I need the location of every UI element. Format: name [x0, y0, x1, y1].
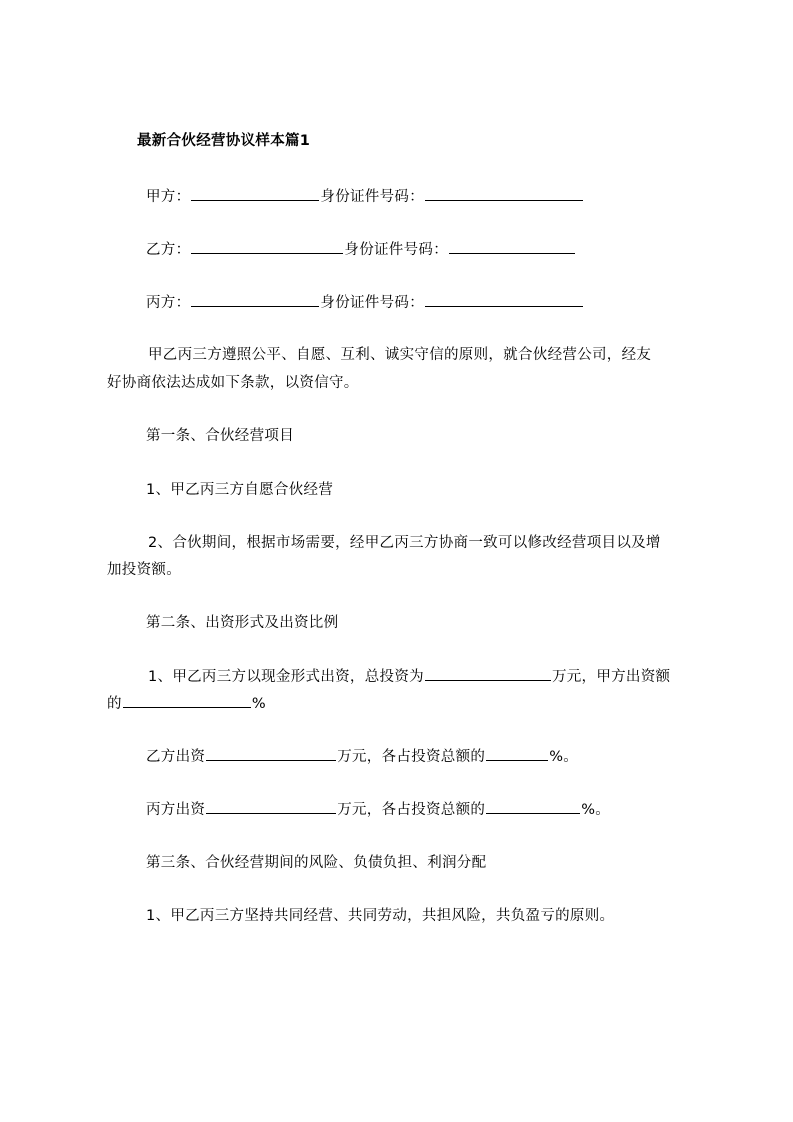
- party-a-name-blank[interactable]: [191, 186, 319, 201]
- party-b-label: 乙方：: [146, 242, 191, 258]
- article-1-item-1: 1、甲乙丙三方自愿合伙经营: [146, 482, 334, 498]
- article-2-item-1-line-1: [148, 666, 670, 687]
- party-a-id-label: 身份证件号码：: [320, 189, 425, 205]
- intro-line-1: 甲乙丙三方遵照公平、自愿、互利、诚实守信的原则，就合伙经营公司，经友: [148, 347, 652, 363]
- party-b-investment-suffix: %。: [549, 749, 579, 765]
- party-c-id-label: 身份证件号码：: [320, 295, 425, 311]
- article-1-heading: 第一条、合伙经营项目: [146, 428, 294, 444]
- article-2-heading: 第二条、出资形式及出资比例: [146, 615, 339, 631]
- article-3-item-1: 1、甲乙丙三方坚持共同经营、共同劳动，共担风险，共负盈亏的原则。: [146, 908, 615, 924]
- party-a-id-blank[interactable]: [425, 186, 583, 201]
- party-b-id-label: 身份证件号码：: [344, 242, 449, 258]
- party-a-line: [146, 186, 584, 207]
- party-b-name-blank[interactable]: [191, 239, 343, 254]
- total-investment-blank[interactable]: [425, 666, 551, 681]
- party-b-id-blank[interactable]: [449, 239, 575, 254]
- article-1-item-2-line-1: 2、合伙期间，根据市场需要，经甲乙丙三方协商一致可以修改经营项目以及增: [148, 535, 661, 551]
- party-a-label: 甲方：: [146, 189, 191, 205]
- party-c-investment-line: [146, 799, 610, 820]
- party-c-investment-suffix: %。: [581, 802, 611, 818]
- article-1-item-2-line-2: 加投资额。: [107, 562, 181, 578]
- party-a-share-percent: %: [251, 696, 266, 712]
- party-c-investment-mid: 万元，各占投资总额的: [337, 802, 486, 818]
- document-title: 最新合伙经营协议样本篇1: [137, 133, 311, 149]
- party-c-name-blank[interactable]: [191, 292, 319, 307]
- party-b-investment-line: [146, 746, 578, 767]
- party-c-label: 丙方：: [146, 295, 191, 311]
- party-c-line: [146, 292, 584, 313]
- article-2-item-1-line-2: [107, 693, 266, 714]
- party-c-percent-blank[interactable]: [486, 799, 580, 814]
- party-b-amount-blank[interactable]: [206, 746, 336, 761]
- intro-line-2: 好协商依法达成如下条款，以资信守。: [107, 375, 359, 391]
- party-b-line: [146, 239, 576, 260]
- party-c-amount-blank[interactable]: [206, 799, 336, 814]
- party-a-share-blank[interactable]: [123, 693, 251, 708]
- party-a-share-prefix: 的: [107, 696, 122, 712]
- party-b-investment-mid: 万元，各占投资总额的: [337, 749, 486, 765]
- total-investment-prefix: 1、甲乙丙三方以现金形式出资，总投资为: [148, 669, 424, 685]
- party-c-id-blank[interactable]: [425, 292, 583, 307]
- total-investment-suffix: 万元，甲方出资额: [551, 669, 671, 685]
- party-c-investment-prefix: 丙方出资: [146, 802, 206, 818]
- party-b-percent-blank[interactable]: [486, 746, 548, 761]
- party-b-investment-prefix: 乙方出资: [146, 749, 206, 765]
- article-3-heading: 第三条、合伙经营期间的风险、负债负担、利润分配: [146, 855, 487, 871]
